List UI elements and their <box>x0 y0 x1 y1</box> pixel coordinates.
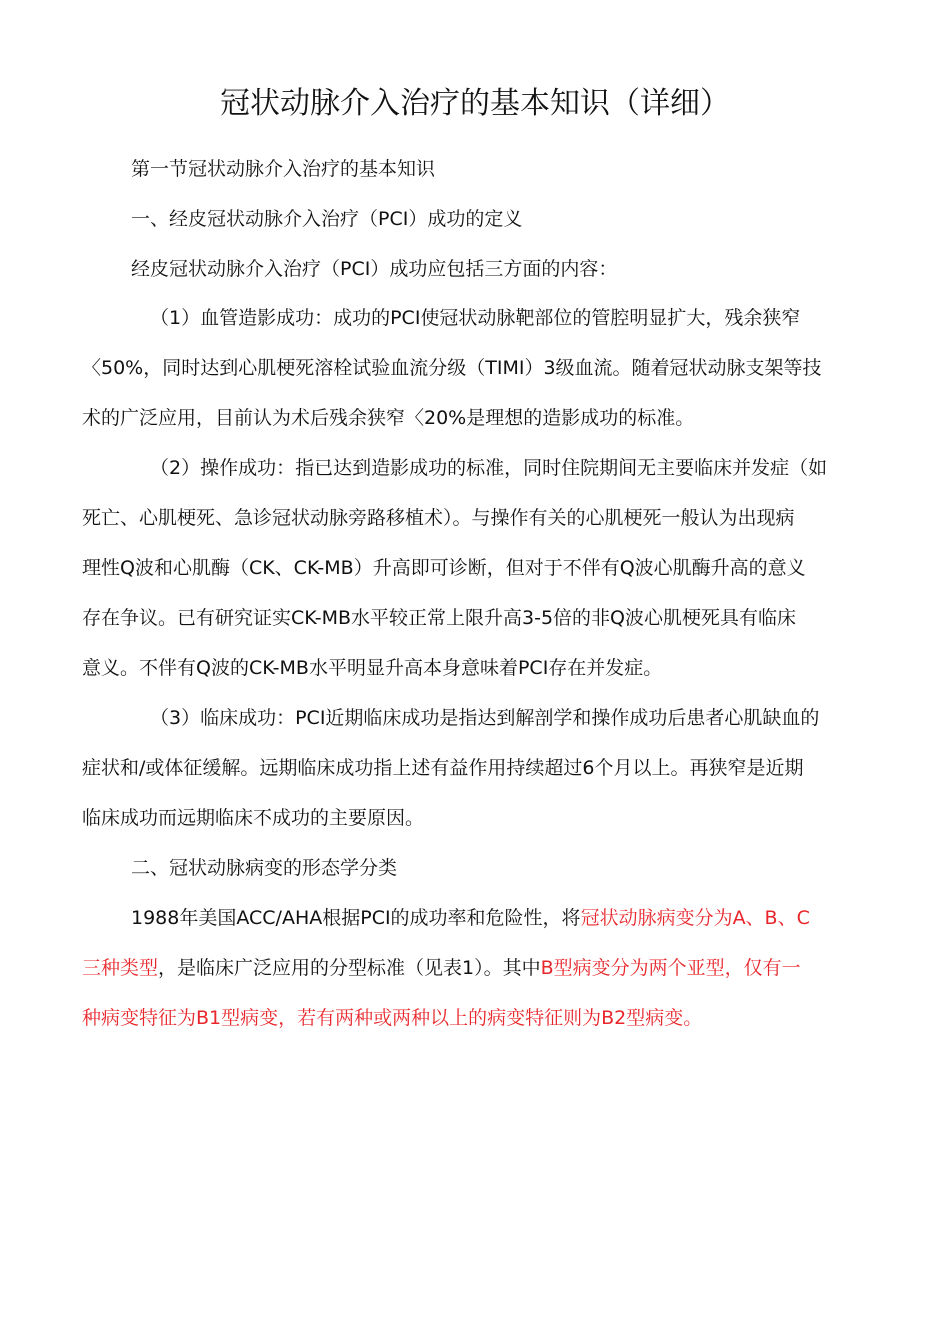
paragraph-line: 〈50%，同时达到心肌梗死溶栓试验血流分级（TIMI）3级血流。随着冠状动脉支架等技 <box>82 357 822 379</box>
paragraph-line: 意义。不伴有Q波的CK-MB水平明显升高本身意味着PCI存在并发症。 <box>82 657 663 679</box>
paragraph-text: ，是临床广泛应用的分型标准（见表1）。其中 <box>158 957 541 979</box>
paragraph-line: 临床成功而远期临床不成功的主要原因。 <box>82 807 425 829</box>
paragraph-line: （1）血管造影成功：成功的PCI使冠状动脉靶部位的管腔明显扩大，残余狭窄 <box>150 307 801 329</box>
section-heading: 第一节冠状动脉介入治疗的基本知识 <box>131 158 436 180</box>
highlighted-text: 冠状动脉病变分为A、B、C <box>580 907 810 929</box>
highlighted-text: 种病变特征为B1型病变，若有两种或两种以上的病变特征则为B2型病变。 <box>82 1007 703 1029</box>
document-title: 冠状动脉介入治疗的基本知识（详细） <box>220 86 730 121</box>
paragraph-line <box>82 1005 702 1031</box>
subheading-pci-success: 一、经皮冠状动脉介入治疗（PCI）成功的定义 <box>131 208 523 230</box>
highlighted-text: 三种类型 <box>82 957 159 979</box>
paragraph-line: （3）临床成功：PCI近期临床成功是指达到解剖学和操作成功后患者心肌缺血的 <box>150 707 820 729</box>
subheading-lesion-classification: 二、冠状动脉病变的形态学分类 <box>131 857 398 879</box>
paragraph-line <box>131 905 810 931</box>
intro-line: 经皮冠状动脉介入治疗（PCI）成功应包括三方面的内容： <box>131 258 618 280</box>
paragraph-line: （2）操作成功：指已达到造影成功的标准，同时住院期间无主要临床并发症（如 <box>150 457 828 479</box>
paragraph-line: 症状和/或体征缓解。远期临床成功指上述有益作用持续超过6个月以上。再狭窄是近期 <box>82 757 804 779</box>
paragraph-line: 存在争议。已有研究证实CK-MB水平较正常上限升高3-5倍的非Q波心肌梗死具有临床 <box>82 607 797 629</box>
paragraph-line: 理性Q波和心肌酶（CK、CK-MB）升高即可诊断，但对于不伴有Q波心肌酶升高的意义 <box>82 557 806 579</box>
paragraph-line <box>82 955 801 981</box>
paragraph-text: 1988年美国ACC/AHA根据PCI的成功率和危险性，将 <box>131 907 581 929</box>
highlighted-text: B型病变分为两个亚型，仅有一 <box>540 957 801 979</box>
paragraph-line: 术的广泛应用，目前认为术后残余狭窄〈20%是理想的造影成功的标准。 <box>82 407 695 429</box>
paragraph-line: 死亡、心肌梗死、急诊冠状动脉旁路移植术）。与操作有关的心肌梗死一般认为出现病 <box>82 507 795 529</box>
